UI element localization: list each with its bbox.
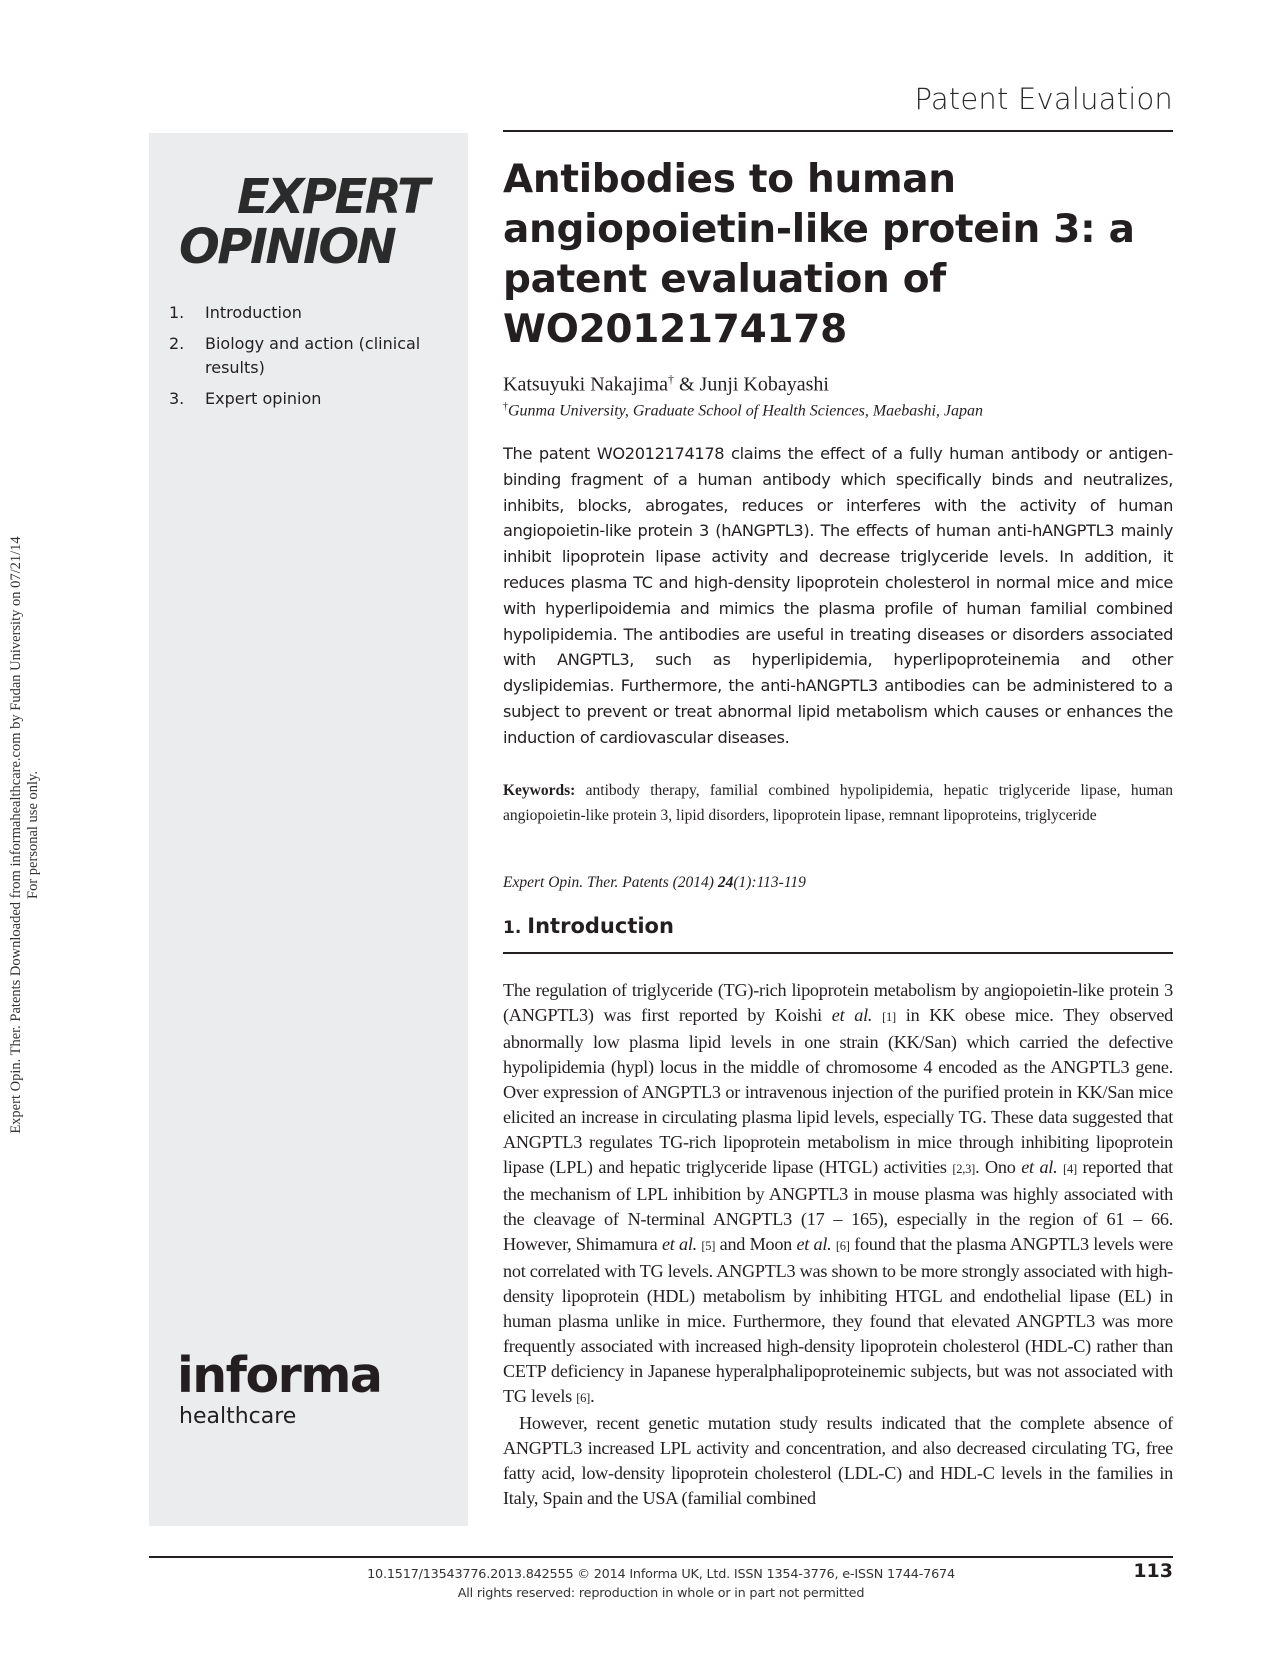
journal-citation <box>503 874 806 892</box>
watermark-line-2: For personal use only. <box>25 771 41 899</box>
toc-item-introduction[interactable] <box>169 301 459 325</box>
journal-logo-opinion: OPINION <box>179 219 395 275</box>
table-of-contents <box>169 301 459 418</box>
reference-link[interactable]: [4] <box>1063 1162 1077 1176</box>
italic-text: et al. <box>661 1234 697 1254</box>
affiliation <box>503 401 983 420</box>
abstract: The patent WO2012174178 claims the effect of a fully human antibody or antigen-binding fragment of a human antibody which specifically binds and neutralizes, inhibits, blocks, abrogates, reduces or interferes with the activity of human angiopoietin-like protein 3 (hANGPTL3). The effects of human anti-hANGPTL3 mainly inhibit lipoprotein lipase activity and decrease triglyceride levels. In addition, it reduces plasma TC and high-density lipoprotein cholesterol in normal mice and mice with hyperlipoidemia and mimics the plasma profile of human familial combined hypolipidemia. The antibodies are useful in treating diseases or disorders associated with ANGPTL3, such as hyperlipidemia, hyperlipoproteinemia and other dyslipidemias. Furthermore, the anti-hANGPTL3 antibodies can be administered to a subject to prevent or treat abnormal lipid metabolism which causes or enhances the induction of cardiovascular diseases. <box>503 444 1173 747</box>
affiliation-text: Gunma University, Graduate School of Health Sciences, Maebashi, Japan <box>508 402 984 420</box>
journal-logo-expert: EXPERT <box>237 169 428 225</box>
section-rule <box>503 952 1173 954</box>
download-watermark <box>8 475 42 1195</box>
toc-number: 2. <box>169 334 185 353</box>
italic-text: et al. <box>796 1234 832 1254</box>
text-run: found that the plasma ANGPTL3 levels were not correlated with TG levels. ANGPTL3 was shown to be more strongly associated with high-density lipoprotein (HDL) metabolism by inhibiting HTGL and endothelial lipase (EL) in human plasma unlike in mice. Furthermore, they found that elevated ANGPTL3 was more frequently associated with increased high-density lipoprotein cholesterol (HDL-C) rather than CETP deficiency in Japanese hyperalphalipoproteinemic subjects, but was not associated with TG levels <box>503 1234 1173 1406</box>
toc-item-expert-opinion[interactable] <box>169 387 459 411</box>
reference-link[interactable]: [1] <box>882 1010 896 1024</box>
footer-rights-line: All rights reserved: reproduction in whole or in part not permitted <box>457 1586 865 1601</box>
citation-journal: Expert Opin. Ther. Patents (2014) <box>503 874 718 891</box>
section-title: Introduction <box>527 914 674 938</box>
text-run: The regulation of triglyceride (TG)-rich lipoprotein metabolism by angiopoietin-like protein 3 (ANGPTL3) was first reported by Koishi <box>503 980 1173 1025</box>
text-run: . Ono <box>975 1157 1022 1177</box>
text-run <box>872 1005 882 1025</box>
citation-volume: 24 <box>717 874 734 891</box>
text-run: . <box>590 1386 595 1406</box>
toc-number: 3. <box>169 389 185 408</box>
section-number: 1. <box>503 918 522 938</box>
author-list <box>503 372 829 397</box>
reference-link[interactable]: [2,3] <box>952 1162 976 1176</box>
author-separator: & <box>673 373 700 396</box>
section-body-introduction <box>503 978 1173 1511</box>
footer-doi-line: 10.1517/13543776.2013.842555 © 2014 Informa UK, Ltd. ISSN 1354-3776, e-ISSN 1744-7674 <box>367 1567 955 1582</box>
reference-link[interactable]: [6] <box>835 1239 850 1253</box>
text-run: However, recent genetic mutation study results indicated that the complete absence of ANGPTL3 increased LPL activity and concentration, and also decreased circulating TG, free fatty acid, low-density lipoprotein cholesterol (LDL-C) and HDL-C levels in the families in Italy, Spain and the USA (familial combined <box>503 1413 1173 1508</box>
publisher-logo-healthcare: healthcare <box>179 1404 297 1429</box>
text-run: in KK obese mice. They observed abnormally low plasma lipid levels in one strain (KK/San) which carried the defective hypolipidemia (hypl) locus in the middle of chromosome 4 encoded as the ANGPTL3 gene. Over expression of ANGPTL3 or intravenous injection of the purified protein in KK/San mice elicited an increase in circulating plasma lipid levels, especially TG. These data suggested that ANGPTL3 regulates TG-rich lipoprotein metabolism in mice through inhibiting lipoprotein lipase (LPL) and hepatic triglyceride lipase (HTGL) activities <box>503 1005 1174 1177</box>
toc-number: 1. <box>169 303 185 322</box>
italic-text: et al. <box>1021 1157 1058 1177</box>
body-paragraph <box>503 1411 1173 1511</box>
header-rule <box>503 130 1173 132</box>
reference-link[interactable]: [5] <box>701 1239 716 1253</box>
publisher-logo-informa: informa <box>177 1347 382 1404</box>
affiliation-marker: † <box>667 372 674 386</box>
toc-label: Introduction <box>205 303 302 322</box>
body-paragraph <box>503 978 1173 1411</box>
text-run: reported that the mechanism of LPL inhibition by ANGPTL3 in mouse plasma was highly associated with the cleavage of N-terminal ANGPTL3 (17 – 165), especially in the region of 61 – 66. However, Shimamura <box>503 1157 1173 1254</box>
keywords <box>503 779 1173 828</box>
page-number: 113 <box>1133 1560 1173 1582</box>
reference-link[interactable]: [6] <box>576 1391 591 1405</box>
sidebar-panel <box>149 133 468 1526</box>
italic-text: et al. <box>831 1005 873 1025</box>
author-name: Junji Kobayashi <box>699 373 829 396</box>
article-title: Antibodies to human angiopoietin-like protein 3: a patent evaluation of WO2012174178 <box>503 157 1135 352</box>
footer-copyright <box>149 1565 1173 1603</box>
footer-rule <box>149 1556 1173 1558</box>
affiliation-marker: † <box>503 401 508 412</box>
section-heading-introduction <box>503 914 674 938</box>
keywords-list: antibody therapy, familial combined hypolipidemia, hepatic triglyceride lipase, human angiopoietin-like protein 3, lipid disorders, lipoprotein lipase, remnant lipoproteins, triglyceride <box>503 782 1174 824</box>
toc-label: Biology and action (clinical results) <box>205 334 421 377</box>
toc-item-biology-and-action[interactable] <box>169 332 459 380</box>
running-header: Patent Evaluation <box>914 82 1173 116</box>
toc-label: Expert opinion <box>205 389 322 408</box>
watermark-line-1: Expert Opin. Ther. Patents Downloaded from informahealthcare.com by Fudan University on 07/21/14 <box>8 536 24 1134</box>
keywords-label: Keywords: <box>503 782 576 799</box>
text-run: and Moon <box>715 1234 797 1254</box>
author-name: Katsuyuki Nakajima <box>503 373 668 396</box>
citation-issue-pages: (1):113-119 <box>733 874 806 891</box>
